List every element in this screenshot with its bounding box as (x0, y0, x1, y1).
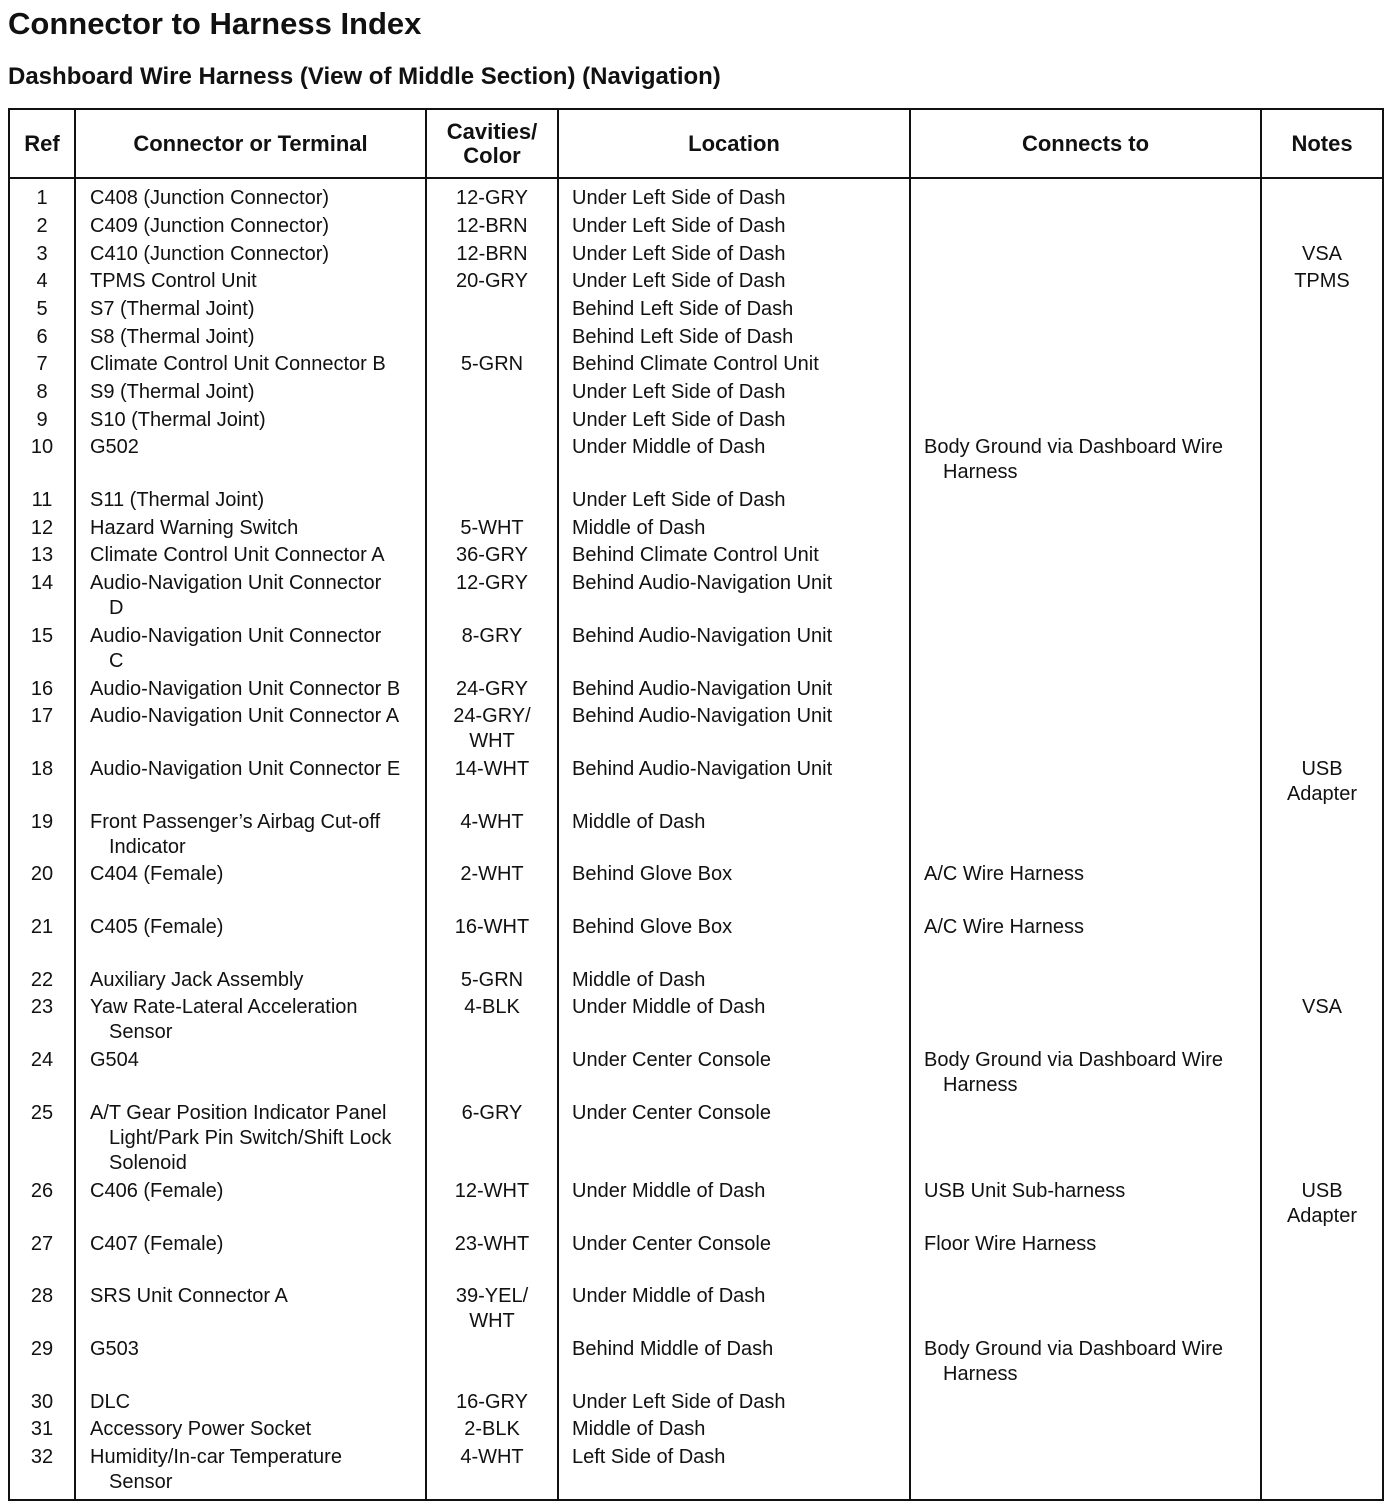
connector-table (8, 108, 1384, 1501)
page-title: Connector to Harness Index (8, 6, 422, 41)
connector-cell (90, 352, 386, 377)
notes-cell (1262, 269, 1382, 294)
location-cell (572, 488, 785, 513)
notes-text: TPMS (1294, 270, 1350, 292)
cavities-cell (427, 214, 557, 239)
cavities-color: 2-BLK (464, 1418, 520, 1440)
connects-to-text: USB Unit Sub-harness (924, 1180, 1126, 1202)
connector-cell (90, 1445, 342, 1495)
notes-text: VSA (1301, 243, 1343, 265)
location-text: Under Left Side of Dash (572, 409, 786, 431)
ref-number: 8 (36, 381, 48, 403)
location-cell (572, 968, 705, 993)
header-cavities-line1: Cavities/ (446, 118, 538, 144)
connector-name-cont: Light/Park Pin Switch/Shift Lock (109, 1127, 392, 1149)
ref-cell (10, 186, 74, 211)
cavities-cell (427, 677, 557, 702)
ref-number: 6 (36, 326, 48, 348)
ref-number: 10 (30, 436, 54, 458)
connector-cell (90, 915, 223, 940)
ref-number: 11 (31, 489, 53, 511)
connector-name: Humidity/In-car Temperature (90, 1446, 342, 1468)
connects-to-text-cont: Harness (943, 461, 1018, 483)
location-text: Middle of Dash (572, 1418, 706, 1440)
connects-to-cell (924, 862, 1084, 887)
ref-cell (10, 1179, 74, 1204)
ref-number: 5 (36, 298, 48, 320)
connector-cell (90, 1179, 223, 1204)
location-text: Under Middle of Dash (572, 436, 766, 458)
cavities-color: 12-BRN (456, 215, 528, 237)
cavities-color: 36-GRY (456, 544, 528, 566)
location-cell (572, 214, 785, 239)
location-text: Under Middle of Dash (572, 1180, 766, 1202)
ref-cell (10, 571, 74, 596)
location-cell (572, 757, 832, 782)
location-cell (572, 269, 785, 294)
location-text: Behind Left Side of Dash (572, 326, 794, 348)
ref-number: 7 (36, 353, 48, 375)
header-location: Location (688, 130, 780, 156)
location-text: Middle of Dash (572, 517, 706, 539)
notes-cell (1262, 757, 1382, 807)
location-text: Under Left Side of Dash (572, 215, 786, 237)
connector-name: C410 (Junction Connector) (90, 243, 330, 265)
location-text: Behind Glove Box (572, 863, 733, 885)
location-text: Under Left Side of Dash (572, 1391, 786, 1413)
ref-number: 29 (30, 1338, 54, 1360)
cavities-color: 12-BRN (456, 243, 528, 265)
connects-to-text: Body Ground via Dashboard Wire (924, 436, 1224, 458)
ref-cell (10, 380, 74, 405)
ref-number: 25 (30, 1102, 54, 1124)
connector-cell (90, 757, 400, 782)
ref-cell (10, 757, 74, 782)
ref-cell (10, 435, 74, 460)
cavities-color-cont: WHT (469, 1310, 515, 1332)
location-text: Under Left Side of Dash (572, 187, 786, 209)
header-cavities (427, 110, 557, 177)
ref-number: 20 (30, 863, 54, 885)
connector-cell (90, 810, 380, 860)
ref-number: 16 (30, 678, 54, 700)
cavities-cell (427, 571, 557, 596)
connector-name: G502 (90, 436, 139, 458)
ref-cell (10, 242, 74, 267)
connects-to-cell (924, 1337, 1223, 1387)
header-divider (10, 177, 1382, 179)
cavities-cell (427, 186, 557, 211)
cavities-color: 4-WHT (460, 1446, 524, 1468)
location-text: Under Middle of Dash (572, 996, 766, 1018)
ref-cell (10, 1284, 74, 1309)
location-cell (572, 516, 705, 541)
location-text: Middle of Dash (572, 969, 706, 991)
ref-cell (10, 1390, 74, 1415)
cavities-cell (427, 624, 557, 649)
location-cell (572, 862, 732, 887)
connects-to-cell (924, 1048, 1223, 1098)
ref-number: 2 (36, 215, 48, 237)
connector-name-cont: Indicator (109, 836, 186, 858)
connector-cell (90, 297, 255, 322)
ref-cell (10, 1417, 74, 1442)
cavities-cell (427, 543, 557, 568)
connector-name: Auxiliary Jack Assembly (90, 969, 304, 991)
notes-cell (1262, 995, 1382, 1020)
connector-name: Climate Control Unit Connector A (90, 544, 385, 566)
connector-cell (90, 380, 255, 405)
location-text: Under Left Side of Dash (572, 489, 786, 511)
connector-name: S11 (Thermal Joint) (90, 489, 265, 511)
connector-name-cont: Solenoid (109, 1152, 187, 1174)
connector-name: Audio-Navigation Unit Connector A (90, 705, 400, 727)
ref-number: 15 (30, 625, 54, 647)
cavities-cell (427, 242, 557, 267)
connects-to-cell (924, 435, 1223, 485)
connector-name: Yaw Rate-Lateral Acceleration (90, 996, 358, 1018)
cavities-color: 12-GRY (456, 187, 528, 209)
ref-number: 32 (30, 1446, 54, 1468)
connector-name: Audio-Navigation Unit Connector (90, 572, 382, 594)
connector-cell (90, 571, 381, 621)
connects-to-cell (924, 915, 1084, 940)
location-cell (572, 435, 765, 460)
cavities-cell (427, 1390, 557, 1415)
location-cell (572, 543, 819, 568)
connector-cell (90, 1337, 139, 1362)
cavities-color: 4-WHT (460, 811, 524, 833)
location-cell (572, 1445, 725, 1470)
ref-number: 24 (30, 1049, 54, 1071)
connector-name: Front Passenger’s Airbag Cut-off (90, 811, 381, 833)
location-text: Behind Audio-Navigation Unit (572, 625, 833, 647)
ref-cell (10, 297, 74, 322)
column-divider (909, 110, 911, 1499)
header-connector: Connector or Terminal (133, 130, 368, 156)
connector-name: Hazard Warning Switch (90, 517, 299, 539)
ref-number: 21 (30, 916, 54, 938)
location-text: Under Left Side of Dash (572, 381, 786, 403)
connector-cell (90, 408, 266, 433)
cavities-cell (427, 968, 557, 993)
location-text: Behind Audio-Navigation Unit (572, 705, 833, 727)
connector-name: DLC (90, 1391, 131, 1413)
ref-cell (10, 915, 74, 940)
connector-name: C405 (Female) (90, 916, 224, 938)
connector-name: SRS Unit Connector A (90, 1285, 288, 1307)
connector-cell (90, 1101, 391, 1176)
cavities-color: 5-WHT (460, 517, 524, 539)
ref-number: 3 (36, 243, 48, 265)
location-text: Behind Audio-Navigation Unit (572, 678, 833, 700)
connector-name: C408 (Junction Connector) (90, 187, 330, 209)
notes-text: VSA (1301, 996, 1343, 1018)
connector-cell (90, 325, 255, 350)
cavities-color-cont: WHT (469, 730, 515, 752)
location-text: Behind Middle of Dash (572, 1338, 774, 1360)
connector-name: C406 (Female) (90, 1180, 224, 1202)
location-cell (572, 677, 832, 702)
connector-cell (90, 242, 329, 267)
cavities-cell (427, 516, 557, 541)
connector-cell (90, 269, 257, 294)
ref-cell (10, 1101, 74, 1126)
ref-number: 13 (30, 544, 54, 566)
ref-cell (10, 704, 74, 729)
page-subtitle: Dashboard Wire Harness (View of Middle Section) (Navigation) (8, 63, 721, 90)
ref-number: 27 (30, 1233, 54, 1255)
location-cell (572, 186, 785, 211)
ref-cell (10, 810, 74, 835)
location-text: Behind Climate Control Unit (572, 353, 819, 375)
connector-name: S10 (Thermal Joint) (90, 409, 266, 431)
cavities-cell (427, 1179, 557, 1204)
cavities-color: 24-GRY (456, 678, 528, 700)
connects-to-text-cont: Harness (943, 1363, 1018, 1385)
connects-to-text: Body Ground via Dashboard Wire (924, 1049, 1224, 1071)
connector-name-cont: Sensor (109, 1021, 173, 1043)
ref-number: 28 (30, 1285, 54, 1307)
notes-text-cont: Adapter (1286, 1205, 1358, 1227)
cavities-cell (427, 915, 557, 940)
ref-number: 18 (30, 758, 54, 780)
connector-name-cont: Sensor (109, 1471, 173, 1493)
cavities-cell (427, 1284, 557, 1334)
connector-cell (90, 543, 385, 568)
ref-cell (10, 408, 74, 433)
connector-name: Audio-Navigation Unit Connector (90, 625, 382, 647)
ref-number: 23 (30, 996, 54, 1018)
connector-name: Audio-Navigation Unit Connector B (90, 678, 401, 700)
location-cell (572, 995, 765, 1020)
connects-to-text: Floor Wire Harness (924, 1233, 1097, 1255)
cavities-color: 24-GRY/ (453, 705, 531, 727)
connector-name: C404 (Female) (90, 863, 224, 885)
location-text: Behind Glove Box (572, 916, 733, 938)
connects-to-text: A/C Wire Harness (924, 863, 1085, 885)
cavities-color: 20-GRY (456, 270, 528, 292)
location-text: Under Center Console (572, 1102, 771, 1124)
cavities-color: 5-GRN (460, 353, 524, 375)
ref-cell (10, 352, 74, 377)
column-divider (557, 110, 559, 1499)
ref-cell (10, 1232, 74, 1257)
cavities-color: 39-YEL/ (455, 1285, 529, 1307)
ref-cell (10, 1445, 74, 1470)
cavities-cell (427, 269, 557, 294)
location-text: Behind Climate Control Unit (572, 544, 819, 566)
cavities-cell (427, 862, 557, 887)
location-cell (572, 810, 705, 835)
ref-cell (10, 516, 74, 541)
notes-cell (1262, 1179, 1382, 1229)
cavities-cell (427, 704, 557, 754)
cavities-color: 2-WHT (460, 863, 524, 885)
ref-number: 1 (36, 187, 48, 209)
connector-name: Accessory Power Socket (90, 1418, 312, 1440)
connector-name: S8 (Thermal Joint) (90, 326, 255, 348)
connector-name: C409 (Junction Connector) (90, 215, 330, 237)
column-divider (74, 110, 76, 1499)
cavities-color: 8-GRY (461, 625, 523, 647)
ref-cell (10, 995, 74, 1020)
connects-to-text-cont: Harness (943, 1074, 1018, 1096)
connector-name: S7 (Thermal Joint) (90, 298, 255, 320)
connector-cell (90, 488, 264, 513)
connector-cell (90, 1048, 139, 1073)
connector-name: Audio-Navigation Unit Connector E (90, 758, 401, 780)
location-cell (572, 1337, 773, 1362)
connector-cell (90, 516, 298, 541)
connector-name: S9 (Thermal Joint) (90, 381, 255, 403)
cavities-cell (427, 1417, 557, 1442)
ref-cell (10, 214, 74, 239)
location-cell (572, 1284, 765, 1309)
ref-cell (10, 862, 74, 887)
notes-text: USB (1301, 758, 1343, 780)
connector-name: A/T Gear Position Indicator Panel (90, 1102, 387, 1124)
connector-name: Climate Control Unit Connector B (90, 353, 386, 375)
location-cell (572, 297, 793, 322)
connects-to-text: Body Ground via Dashboard Wire (924, 1338, 1224, 1360)
location-cell (572, 380, 785, 405)
connector-cell (90, 704, 399, 729)
cavities-color: 23-WHT (454, 1233, 530, 1255)
cavities-cell (427, 352, 557, 377)
location-text: Behind Left Side of Dash (572, 298, 794, 320)
connector-name: G503 (90, 1338, 139, 1360)
notes-text: USB (1301, 1180, 1343, 1202)
ref-number: 14 (30, 572, 54, 594)
connector-cell (90, 677, 400, 702)
ref-number: 22 (30, 969, 54, 991)
cavities-cell (427, 1101, 557, 1126)
connector-cell (90, 1417, 311, 1442)
cavities-cell (427, 995, 557, 1020)
ref-cell (10, 624, 74, 649)
connector-cell (90, 995, 358, 1045)
location-text: Under Left Side of Dash (572, 243, 786, 265)
location-cell (572, 1417, 705, 1442)
header-ref: Ref (24, 130, 60, 156)
cavities-cell (427, 810, 557, 835)
location-cell (572, 242, 785, 267)
location-cell (572, 704, 832, 729)
ref-cell (10, 1048, 74, 1073)
connector-cell (90, 862, 223, 887)
ref-number: 26 (30, 1180, 54, 1202)
location-text: Under Middle of Dash (572, 1285, 766, 1307)
connector-name-cont: C (109, 650, 124, 672)
cavities-cell (427, 757, 557, 782)
notes-text-cont: Adapter (1286, 783, 1358, 805)
location-text: Behind Audio-Navigation Unit (572, 758, 833, 780)
location-cell (572, 352, 819, 377)
location-text: Left Side of Dash (572, 1446, 726, 1468)
connector-cell (90, 1284, 288, 1309)
location-cell (572, 325, 793, 350)
cavities-color: 16-WHT (454, 916, 530, 938)
cavities-color: 4-BLK (464, 996, 520, 1018)
location-cell (572, 1048, 771, 1073)
notes-cell (1262, 242, 1382, 267)
ref-cell (10, 488, 74, 513)
connector-cell (90, 968, 303, 993)
ref-cell (10, 325, 74, 350)
cavities-cell (427, 1445, 557, 1470)
ref-cell (10, 968, 74, 993)
location-cell (572, 1101, 771, 1126)
cavities-color: 14-WHT (454, 758, 530, 780)
ref-number: 17 (30, 705, 54, 727)
location-cell (572, 915, 732, 940)
location-text: Under Center Console (572, 1233, 771, 1255)
ref-number: 31 (30, 1418, 54, 1440)
cavities-color: 6-GRY (461, 1102, 523, 1124)
connector-cell (90, 1232, 223, 1257)
connector-name: C407 (Female) (90, 1233, 224, 1255)
connector-cell (90, 624, 381, 674)
location-cell (572, 1390, 785, 1415)
cavities-cell (427, 1232, 557, 1257)
connector-cell (90, 186, 329, 211)
ref-number: 19 (30, 811, 54, 833)
ref-cell (10, 1337, 74, 1362)
location-text: Behind Audio-Navigation Unit (572, 572, 833, 594)
connects-to-text: A/C Wire Harness (924, 916, 1085, 938)
ref-number: 4 (36, 270, 48, 292)
connector-cell (90, 435, 139, 460)
cavities-color: 5-GRN (460, 969, 524, 991)
ref-cell (10, 269, 74, 294)
connects-to-cell (924, 1179, 1125, 1204)
header-connects-to: Connects to (1021, 130, 1150, 156)
location-cell (572, 1232, 771, 1257)
location-cell (572, 408, 785, 433)
location-cell (572, 624, 832, 649)
header-notes: Notes (1291, 130, 1353, 156)
location-cell (572, 571, 832, 596)
ref-number: 9 (36, 409, 48, 431)
cavities-color: 12-WHT (454, 1180, 530, 1202)
ref-number: 30 (30, 1391, 54, 1413)
cavities-color: 16-GRY (456, 1391, 528, 1413)
connector-name-cont: D (109, 597, 124, 619)
location-cell (572, 1179, 765, 1204)
cavities-color: 12-GRY (456, 572, 528, 594)
connector-name: TPMS Control Unit (90, 270, 257, 292)
connector-cell (90, 1390, 130, 1415)
location-text: Middle of Dash (572, 811, 706, 833)
connector-name: G504 (90, 1049, 139, 1071)
connector-cell (90, 214, 329, 239)
location-text: Under Left Side of Dash (572, 270, 786, 292)
ref-number: 12 (30, 517, 54, 539)
header-cavities-line2: Color (463, 142, 521, 168)
connects-to-cell (924, 1232, 1096, 1257)
ref-cell (10, 677, 74, 702)
ref-cell (10, 543, 74, 568)
location-text: Under Center Console (572, 1049, 771, 1071)
